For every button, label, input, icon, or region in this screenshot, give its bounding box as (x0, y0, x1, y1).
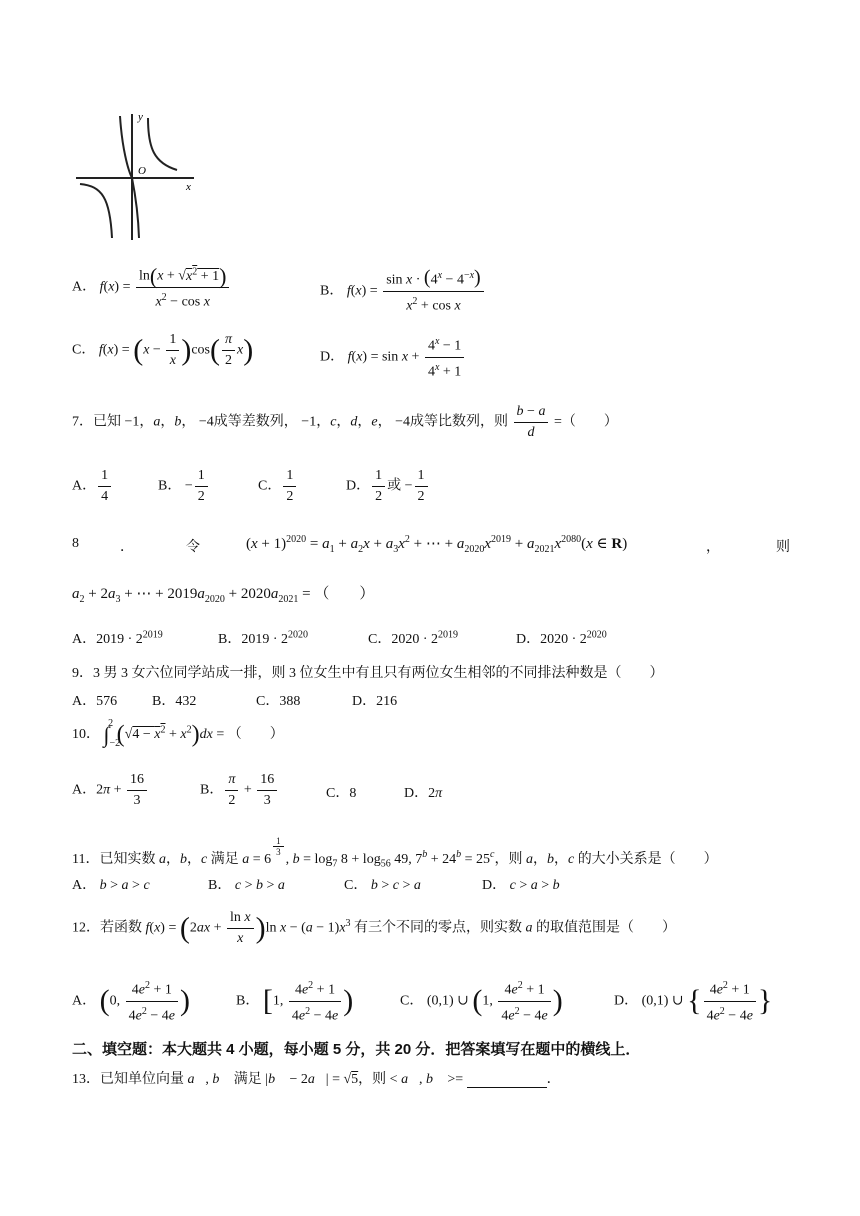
q11-stem: 11．已知实数 a，b，c 满足 a = 6 $^{\frac{1}{3}}$ , $b = \log_7 8 + \log_{56} 49$, $7^b + 24^b = 25^c$，则 a，b，c 的大小关系是（ ） (72, 836, 718, 870)
q10-option-a: A．2π + $\frac{16}{3}$ (72, 770, 149, 811)
q7-option-c: C． $\frac{1}{2}$ (258, 466, 298, 507)
right-branch-upper (148, 118, 177, 170)
section2-heading: 二、填空题：本大题共 4 小题，每小题 5 分，共 20 分．把答案填写在题中的横线上． (72, 1041, 641, 1058)
q12-stem: 12．若函数 f(x) = (2ax + $\frac{\text{ln x}}{x}$ )ln $x - (a - 1)x^3$ 有三个不同的零点，则实数 a 的取值范围是（ ） (72, 910, 677, 946)
q9-option-b: B．432 (152, 694, 197, 709)
q9-option-c: C．388 (256, 694, 301, 709)
q10-stem: 10． $\int_{-2}^2$ $(√4 - x^2 + x^2)dx$ = （ ） (72, 718, 284, 749)
q6-option-a: A． f(x) = $\frac{\ln(x + √x^2 + 1)}{x^2 - \cos x}$ (72, 262, 231, 312)
q11-option-c: C． b > c > a (344, 878, 421, 893)
q8-number: 8 (72, 536, 79, 551)
q12-option-b: B． [1, $\frac{4e^2 + 1}{4e^2 - 4e}$ ) (236, 976, 353, 1026)
q12-option-a: A． (0, $\frac{4e^2 + 1}{4e^2 - 4e}$ ) (72, 976, 190, 1026)
q10-option-c: C．8 (326, 786, 357, 801)
q6-option-c: C． f(x) = (x − $\frac{1}{x}$ )cos( $\frac{\pi}{2}$ x) (72, 332, 254, 368)
function-graph (72, 108, 202, 244)
left-branch-upper (120, 116, 132, 178)
q7-option-d: D． $\frac{1}{2}$ 或 − $\frac{1}{2}$ (346, 466, 430, 507)
q11-option-a: A． b > a > c (72, 878, 150, 893)
q8-line2: $a_2 + 2a_3$ + ⋯ + $2019a_{2020} + 2020a_{2021}$ = （ ） (72, 586, 375, 605)
q9-option-d: D．216 (352, 694, 398, 709)
q12-option-d: D． (0,1) ∪ { $\frac{4e^2 + 1}{4e^2 - 4e}$ } (614, 976, 772, 1026)
q12-option-c: C． (0,1) ∪ (1, $\frac{4e^2 + 1}{4e^2 - 4e}$ ) (400, 976, 563, 1026)
q10-option-d: D．2π (404, 786, 443, 801)
q8-option-a: A．$2019 \cdot 2^{2019}$ (72, 629, 163, 647)
q9-stem: 9．3 男 3 女六位同学站成一排，则 3 位女生中有且只有两位女生相邻的不同排法种数是（ ） (72, 666, 664, 681)
q13-stem: 13．已知单位向量 a⃗, b⃗ 满足 |b⃗ − 2a⃗| = √5，则 < a⃗, b⃗ >= ． (72, 1072, 561, 1087)
middle-branch (132, 178, 139, 238)
q7-stem: 7．已知 −1，a，b， −4成等差数列， −1，c，d，e， −4成等比数列，则 $\frac{b - a}{d}$ =（ ） (72, 404, 618, 440)
q10-option-b: B． $\frac{\pi}{2}$ + $\frac{16}{3}$ (200, 770, 279, 811)
q8-option-b: B．$2019 \cdot 2^{2020}$ (218, 629, 308, 647)
answer-blank[interactable] (467, 1073, 547, 1088)
q7-option-b: B． − $\frac{1}{2}$ (158, 466, 210, 507)
q8-comma: ， (706, 540, 720, 555)
q11-option-d: D． c > a > b (482, 878, 560, 893)
q7-option-a: A． $\frac{1}{4}$ (72, 466, 113, 507)
q8-ze: 则 (776, 540, 790, 555)
q8-ling: 令 (186, 540, 200, 555)
q8-option-c: C．$2020 \cdot 2^{2019}$ (368, 629, 458, 647)
graph-label-origin: O (138, 165, 146, 177)
q8-option-d: D．$2020 \cdot 2^{2020}$ (516, 629, 607, 647)
q8-dot: ． (120, 540, 134, 555)
q11-option-b: B． c > b > a (208, 878, 285, 893)
q9-option-a: A．576 (72, 694, 118, 709)
left-branch-lower (80, 184, 112, 238)
q6-option-b: B． f(x) = $\frac{\sin x \cdot (4^x - 4^{-x})}{x^2 + \cos x}$ (320, 266, 486, 316)
q6-option-d: D． f(x) = sin x + $\frac{4^x - 1}{4^x + 1}$ (320, 332, 466, 382)
graph-label-x: x (186, 181, 191, 193)
q8-equation: $(x + 1)^{2020} = a_1 + a_2x + a_3x^2$ + ⋯ + $a_{2020}x^{2019} + a_{2021}x^{2080}(x$ ∈ R) (246, 534, 628, 555)
graph-label-y: y (138, 111, 143, 123)
